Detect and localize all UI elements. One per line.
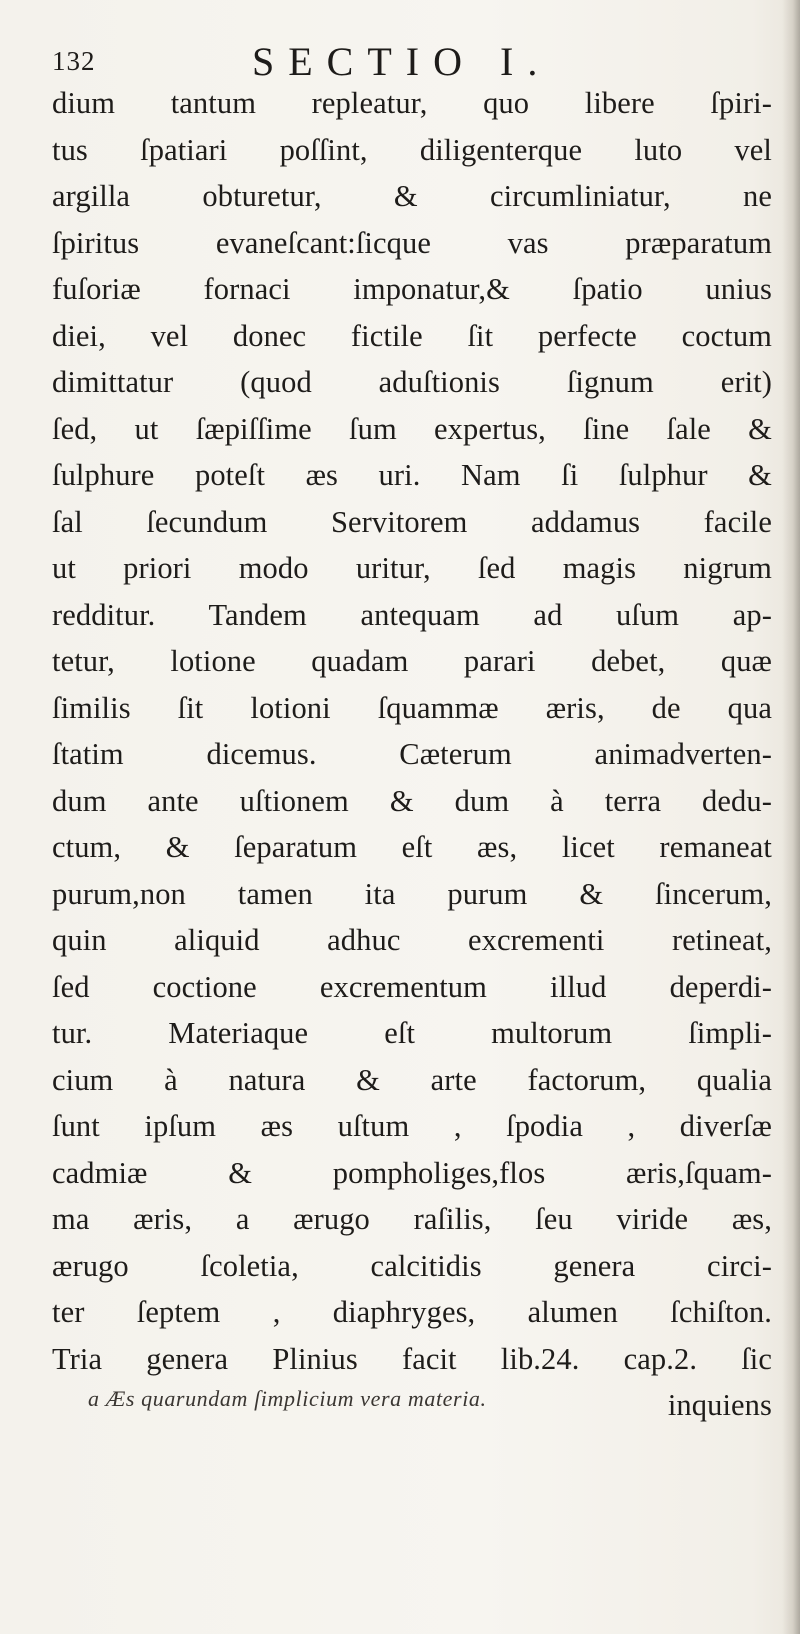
text-line: ſpiritus evaneſcant:ſicque vas præparatum bbox=[52, 225, 772, 260]
text-line: ærugo ſcoletia, calcitidis genera circi- bbox=[52, 1248, 772, 1283]
text-line: diei, vel donec fictile ſit perfecte coctum bbox=[52, 318, 772, 353]
text-line: ma æris, a ærugo raſilis, ſeu viride æs, bbox=[52, 1202, 772, 1236]
text-line: ſal ſecundum Servitorem addamus facile bbox=[52, 504, 772, 539]
text-line: Tria genera Plinius facit lib.24. cap.2. ſic bbox=[52, 1341, 772, 1376]
text-line: ſtatim dicemus. Cæterum animadverten- bbox=[52, 737, 772, 771]
page-number: 132 bbox=[52, 46, 96, 76]
text-line: quin aliquid adhuc excrementi retineat, bbox=[52, 923, 772, 957]
text-line: ſed, ut ſæpiſſime ſum expertus, ſine ſale & bbox=[52, 411, 772, 446]
text-line: tur. Materiaque eſt multorum ſimpli- bbox=[52, 1016, 772, 1050]
text-line: ctum, & ſeparatum eſt æs, licet remaneat bbox=[52, 830, 772, 864]
text-line: ſulphure poteſt æs uri. Nam ſi ſulphur & bbox=[52, 458, 772, 492]
text-line: ſed coctione excrementum illud deperdi- bbox=[52, 969, 772, 1004]
text-line: fuſoriæ fornaci imponatur,& ſpatio unius bbox=[52, 272, 772, 306]
running-head: SECTIO I. bbox=[252, 39, 552, 84]
text-line: ſunt ipſum æs uſtum , ſpodia , diverſæ bbox=[52, 1109, 772, 1143]
marginal-note: a Æs quarundam ſimplicium vera materia. bbox=[88, 1386, 487, 1411]
catchword: inquiens bbox=[667, 1388, 772, 1422]
page-gutter-shadow bbox=[782, 0, 800, 1634]
text-line: cium à natura & arte factorum, qualia bbox=[52, 1062, 772, 1097]
text-line: dimittatur (quod aduſtionis ſignum erit) bbox=[52, 365, 772, 399]
text-line: dium tantum repleatur, quo libere ſpiri- bbox=[52, 86, 772, 120]
text-line: tus ſpatiari poſſint, diligenterque luto vel bbox=[52, 132, 772, 167]
main-text bbox=[52, 80, 772, 1429]
text-line: cadmiæ & pompholiges,flos æris,ſquam- bbox=[52, 1155, 772, 1190]
text-line: purum,non tamen ita purum & ſincerum, bbox=[52, 876, 772, 911]
text-line: dum ante uſtionem & dum à terra dedu- bbox=[52, 783, 772, 818]
text-line: ter ſeptem , diaphryges, alumen ſchiſton. bbox=[52, 1295, 772, 1329]
text-line: tetur, lotione quadam parari debet, quæ bbox=[52, 644, 772, 678]
text-line: ſimilis ſit lotioni ſquammæ æris, de qua bbox=[52, 690, 772, 725]
text-line: redditur. Tandem antequam ad uſum ap- bbox=[52, 597, 772, 632]
text-line: ut priori modo uritur, ſed magis nigrum bbox=[52, 551, 772, 585]
text-line: argilla obturetur, & circumliniatur, ne bbox=[52, 179, 772, 213]
